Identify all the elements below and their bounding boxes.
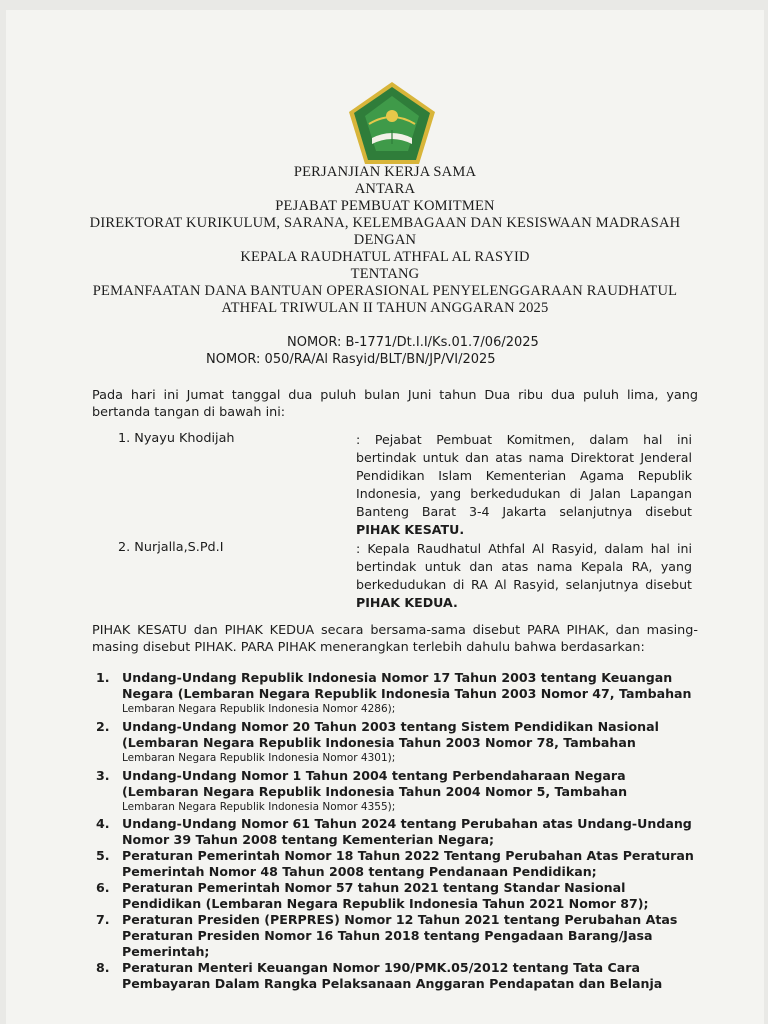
party-2-desc-text: : Kepala Raudhatul Athfal Al Rasyid, dalam hal ini bertindak untuk dan atas nama Kepala RA, yang berkedudukan di RA Al Rasyid, selanjutnya disebut xyxy=(356,541,692,592)
law-item-3 xyxy=(96,768,696,815)
party-1-description xyxy=(356,431,692,539)
law-item-line: Undang-Undang Republik Indonesia Nomor 17 Tahun 2003 tentang Keuangan xyxy=(122,670,673,685)
agreement-number-1: NOMOR: B-1771/Dt.I.I/Ks.01.7/06/2025 xyxy=(287,335,539,350)
law-item-line: Lembaran Negara Republik Indonesia Nomor 4286); xyxy=(122,702,396,715)
law-item-line: Undang-Undang Nomor 1 Tahun 2004 tentang Perbendaharaan Negara xyxy=(122,768,626,783)
law-item-number: 6. xyxy=(96,880,110,895)
title-line-8: PEMANFAATAN DANA BANTUAN OPERASIONAL PENYELENGGARAAN RAUDHATUL xyxy=(92,283,678,299)
law-item-line: Peraturan Pemerintah Nomor 18 Tahun 2022 Tentang Perubahan Atas Peraturan xyxy=(122,848,694,863)
law-item-line: Pendidikan (Lembaran Negara Republik Indonesia Tahun 2021 Nomor 87); xyxy=(122,895,649,911)
party-2-description xyxy=(356,540,692,612)
ministry-emblem-icon xyxy=(347,80,437,166)
law-item-2 xyxy=(96,719,696,766)
law-item-line: Lembaran Negara Republik Indonesia Nomor 4355); xyxy=(122,800,396,813)
law-item-7 xyxy=(96,912,696,959)
title-line-6: KEPALA RAUDHATUL ATHFAL AL RASYID xyxy=(240,249,530,265)
title-line-1: PERJANJIAN KERJA SAMA xyxy=(293,164,477,180)
law-item-line: Pemerintah Nomor 48 Tahun 2008 tentang Pendanaan Pendidikan; xyxy=(122,863,597,879)
law-item-line: Peraturan Pemerintah Nomor 57 tahun 2021 tentang Standar Nasional xyxy=(122,880,626,895)
law-item-line: Negara (Lembaran Negara Republik Indonesia Tahun 2003 Nomor 47, Tambahan xyxy=(122,685,692,701)
law-item-number: 3. xyxy=(96,768,110,783)
title-line-4: DIREKTORAT KURIKULUM, SARANA, KELEMBAGAAN DAN KESISWAAN MADRASAH xyxy=(89,215,681,231)
title-line-7: TENTANG xyxy=(350,266,420,282)
law-item-line: (Lembaran Negara Republik Indonesia Tahun 2004 Nomor 5, Tambahan xyxy=(122,783,628,799)
law-item-1 xyxy=(96,670,696,717)
law-item-number: 1. xyxy=(96,670,110,685)
title-line-3: PEJABAT PEMBUAT KOMITMEN xyxy=(275,198,495,214)
basis-intro-paragraph: PIHAK KESATU dan PIHAK KEDUA secara bersama-sama disebut PARA PIHAK, dan masing-masing disebut PIHAK. PARA PIHAK menerangkan terlebih dahulu bahwa berdasarkan: xyxy=(92,623,698,655)
law-item-number: 2. xyxy=(96,719,110,734)
law-item-line: Lembaran Negara Republik Indonesia Nomor 4301); xyxy=(122,751,396,764)
law-item-6 xyxy=(96,880,696,912)
party-2-role: PIHAK KEDUA. xyxy=(356,595,458,610)
law-item-line: Pemerintah; xyxy=(122,943,210,959)
law-item-line: Undang-Undang Nomor 20 Tahun 2003 tentang Sistem Pendidikan Nasional xyxy=(122,719,659,734)
law-item-line: Pembayaran Dalam Rangka Pelaksanaan Anggaran Pendapatan dan Belanja xyxy=(122,975,663,991)
law-item-number: 5. xyxy=(96,848,110,863)
document-page xyxy=(6,10,764,1024)
law-item-number: 8. xyxy=(96,960,110,975)
law-item-4 xyxy=(96,816,696,848)
title-line-5: DENGAN xyxy=(353,232,417,248)
party-1-name: 1. Nyayu Khodijah xyxy=(118,431,235,446)
title-line-9: ATHFAL TRIWULAN II TAHUN ANGGARAN 2025 xyxy=(221,300,549,316)
law-item-5 xyxy=(96,848,696,880)
intro-paragraph: Pada hari ini Jumat tanggal dua puluh bulan Juni tahun Dua ribu dua puluh lima, yang bertanda tangan di bawah ini: xyxy=(92,388,698,420)
law-item-line: Undang-Undang Nomor 61 Tahun 2024 tentang Perubahan atas Undang-Undang xyxy=(122,816,692,831)
law-item-line: Peraturan Presiden (PERPRES) Nomor 12 Tahun 2021 tentang Perubahan Atas xyxy=(122,912,678,927)
party-2-name: 2. Nurjalla,S.Pd.I xyxy=(118,540,224,555)
law-item-8 xyxy=(96,960,696,992)
title-line-2: ANTARA xyxy=(354,181,416,197)
law-item-line: Peraturan Presiden Nomor 16 Tahun 2018 tentang Pengadaan Barang/Jasa xyxy=(122,927,653,943)
law-item-line: Nomor 39 Tahun 2008 tentang Kementerian Negara; xyxy=(122,831,495,847)
law-item-number: 4. xyxy=(96,816,110,831)
party-1-role: PIHAK KESATU. xyxy=(356,522,465,537)
agreement-number-2: NOMOR: 050/RA/Al Rasyid/BLT/BN/JP/VI/2025 xyxy=(206,352,496,367)
party-1-desc-text: : Pejabat Pembuat Komitmen, dalam hal ini bertindak untuk dan atas nama Direktorat Jenderal Pendidikan Islam Kementerian Agama Republik Indonesia, yang berkedudukan di Jalan Lapangan Banteng Barat 3-4 Jakarta selanjutnya disebut xyxy=(356,432,692,519)
law-item-line: (Lembaran Negara Republik Indonesia Tahun 2003 Nomor 78, Tambahan xyxy=(122,734,636,750)
law-item-line: Peraturan Menteri Keuangan Nomor 190/PMK.05/2012 tentang Tata Cara xyxy=(122,960,640,975)
law-item-number: 7. xyxy=(96,912,110,927)
